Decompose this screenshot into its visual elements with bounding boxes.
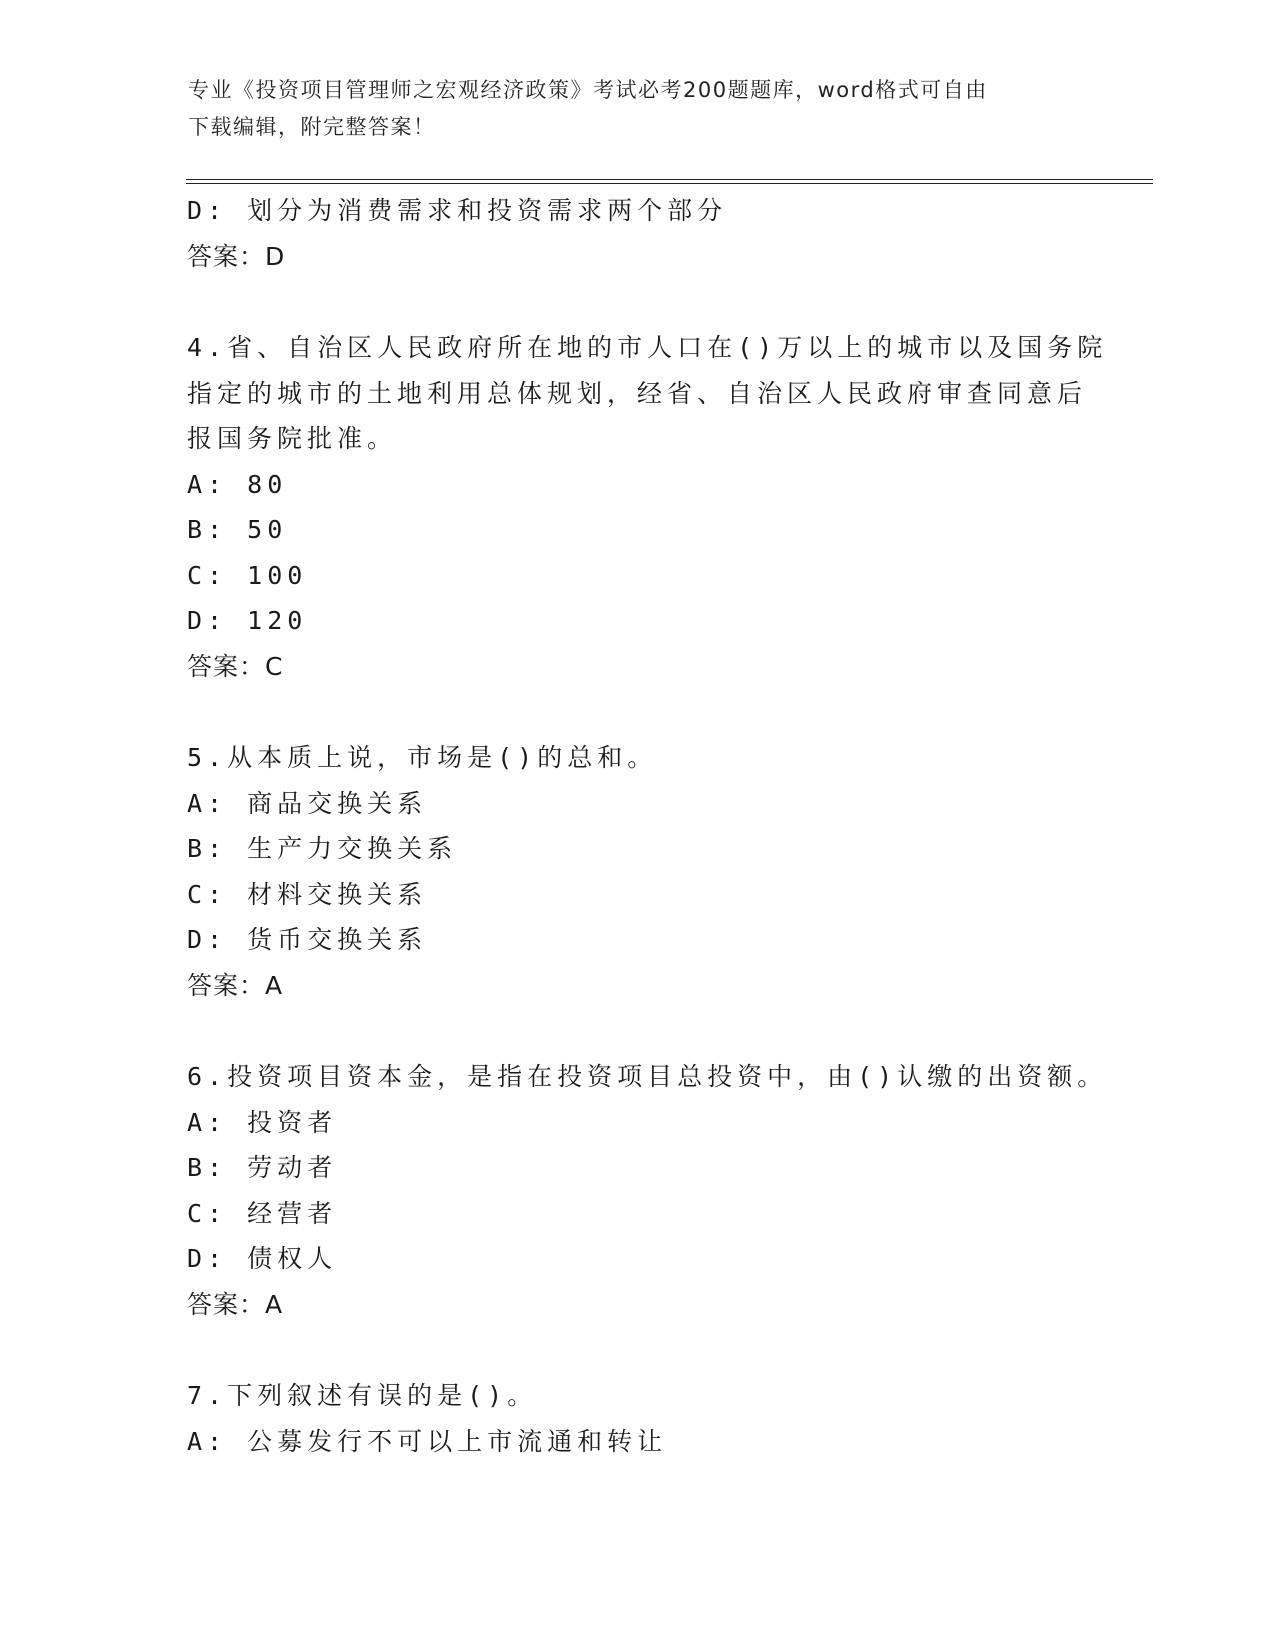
option-c: C: 100 xyxy=(187,560,308,590)
question-stem-line: 报国务院批准。 xyxy=(187,424,398,453)
option-d: D: 货币交换关系 xyxy=(187,925,428,954)
option-d: D: 债权人 xyxy=(187,1244,338,1273)
partial-question xyxy=(187,188,1087,279)
question-7 xyxy=(187,1373,1087,1464)
option-a: A: 80 xyxy=(187,469,288,499)
option-a: A: 投资者 xyxy=(187,1107,338,1137)
answer-line: 答案：D xyxy=(187,241,286,271)
question-stem-line: 4.省、自治区人民政府所在地的市人口在()万以上的城市以及国务院 xyxy=(187,333,1108,362)
question-stem-line: 7.下列叙述有误的是()。 xyxy=(187,1381,538,1410)
question-stem-line: 6.投资项目资本金，是指在投资项目总投资中，由()认缴的出资额。 xyxy=(187,1062,1108,1091)
header-line-1: 专业《投资项目管理师之宏观经济政策》考试必考200题题库，word格式可自由 xyxy=(188,78,988,102)
document-header xyxy=(188,72,1068,146)
answer-line: 答案：C xyxy=(187,651,284,681)
header-divider-bottom xyxy=(186,183,1153,184)
option-c: C: 经营者 xyxy=(187,1198,338,1228)
question-6 xyxy=(187,1054,1108,1327)
header-divider-top xyxy=(186,179,1153,180)
question-stem-line: 指定的城市的土地利用总体规划，经省、自治区人民政府审查同意后 xyxy=(187,378,1088,408)
question-4 xyxy=(187,325,1108,689)
option-b: B: 50 xyxy=(187,515,288,544)
option-b: B: 生产力交换关系 xyxy=(187,834,458,863)
question-content xyxy=(187,188,1108,1464)
header-line-2: 下载编辑，附完整答案！ xyxy=(188,115,436,139)
option-b: B: 劳动者 xyxy=(187,1153,338,1182)
option-a: A: 公募发行不可以上市流通和转让 xyxy=(187,1426,668,1456)
question-stem-line: 5.从本质上说，市场是()的总和。 xyxy=(187,743,658,772)
answer-line: 答案：A xyxy=(187,1289,284,1319)
option-d: D: 120 xyxy=(187,606,308,635)
question-5 xyxy=(187,735,1087,1008)
answer-line: 答案：A xyxy=(187,970,284,1000)
option-c: C: 材料交换关系 xyxy=(187,879,428,909)
option-d: D: 划分为消费需求和投资需求两个部分 xyxy=(187,196,728,225)
option-a: A: 商品交换关系 xyxy=(187,788,428,818)
